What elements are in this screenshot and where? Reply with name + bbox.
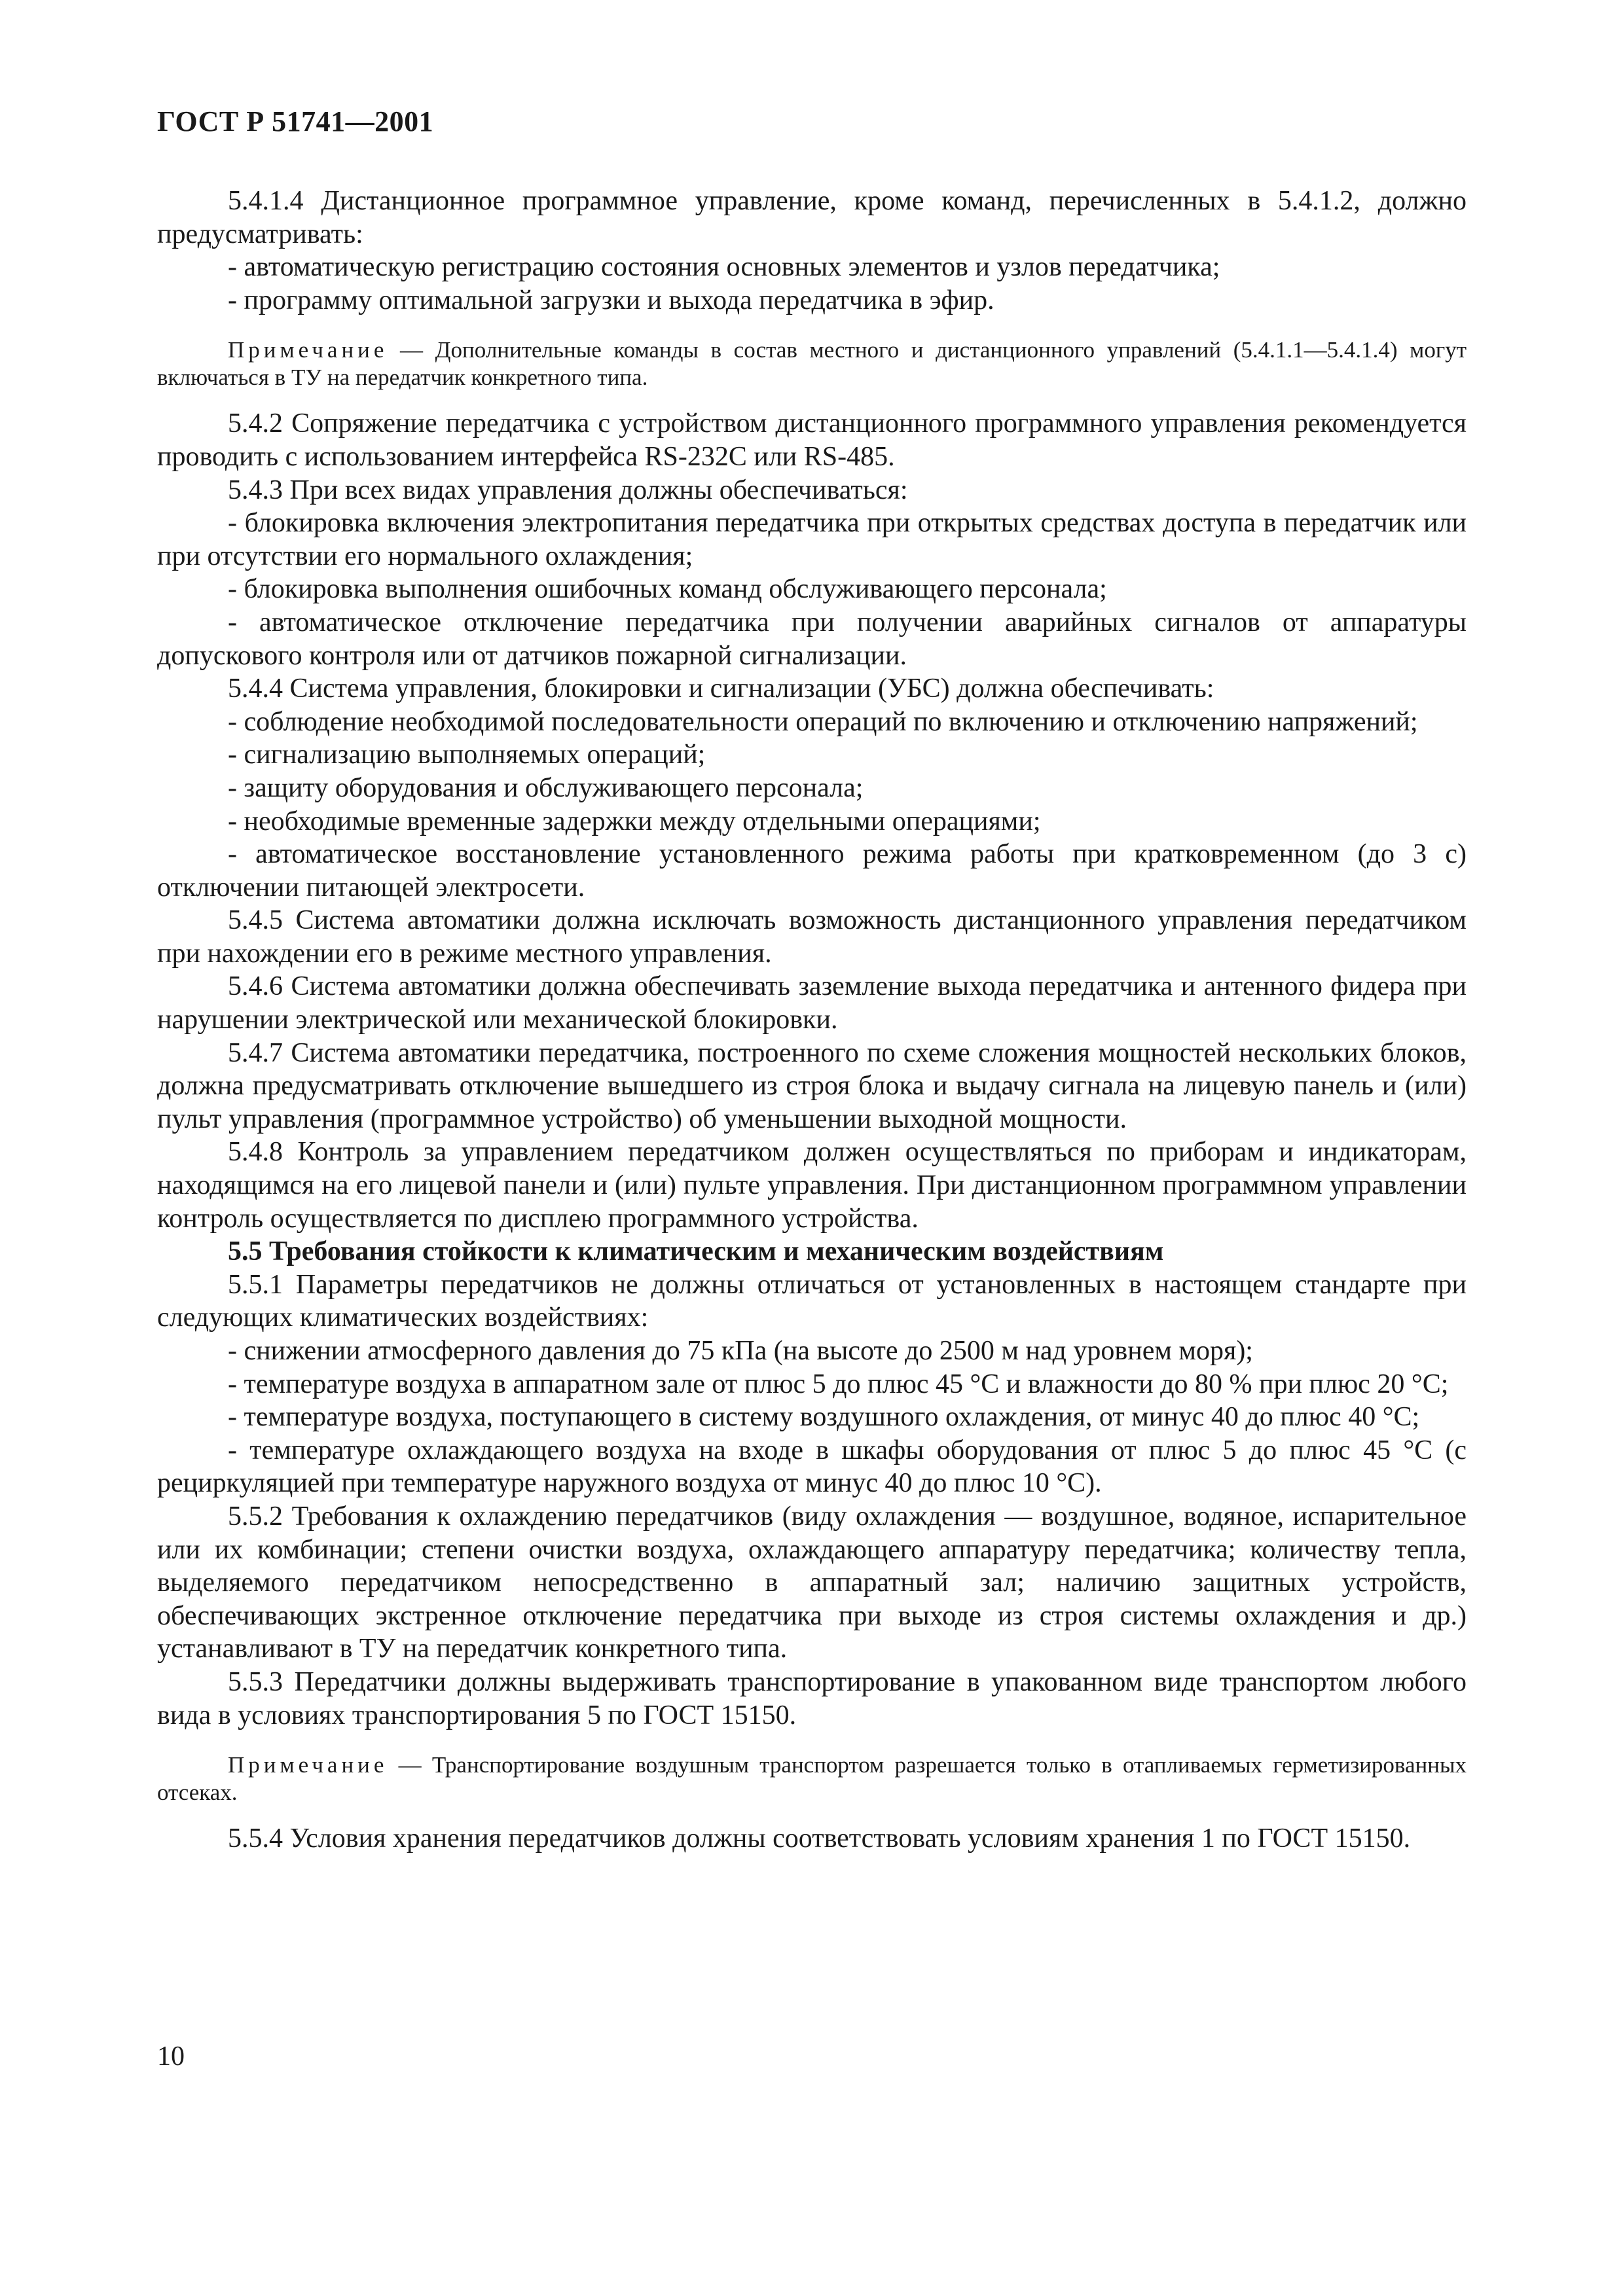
- list-item: - программу оптимальной загрузки и выхода передатчика в эфир.: [228, 285, 994, 315]
- list-item: - защиту оборудования и обслуживающего персонала;: [228, 772, 864, 803]
- paragraph-5-5-1: 5.5.1 Параметры передатчиков не должны отличаться от установленных в настоящем стандарте при следующих климатических воздействиях:: [157, 1269, 1467, 1333]
- paragraph-5-4-3: 5.4.3 При всех видах управления должны обеспечиваться:: [228, 475, 908, 505]
- note-2: [157, 1751, 1467, 1806]
- document-body: [157, 185, 1467, 1856]
- paragraph-5-4-4: 5.4.4 Система управления, блокировки и сигнализации (УБС) должна обеспечивать:: [228, 673, 1214, 704]
- paragraph-5-5-4: 5.5.4 Условия хранения передатчиков должны соответствовать условиям хранения 1 по ГОСТ 15150.: [228, 1823, 1411, 1854]
- paragraph-5-4-6: 5.4.6 Система автоматики должна обеспечивать заземление выхода передатчика и антенного фидера при нарушении электрической или механической блокировки.: [157, 971, 1467, 1035]
- paragraph-5-4-5: 5.4.5 Система автоматики должна исключать возможность дистанционного управления передатчиком при нахождении его в режиме местного управления.: [157, 905, 1467, 969]
- list-item: - автоматическую регистрацию состояния основных элементов и узлов передатчика;: [228, 252, 1220, 283]
- document-code-header: ГОСТ Р 51741—2001: [157, 105, 434, 137]
- list-item: - необходимые временные задержки между отдельными операциями;: [228, 806, 1041, 836]
- list-item: - блокировка включения электропитания передатчика при открытых средствах доступа в передатчик или при отсутствии его нормального охлаждения;: [157, 508, 1467, 571]
- paragraph-5-5-3: 5.5.3 Передатчики должны выдерживать транспортирование в упакованном виде транспортом любого вида в условиях транспортирования 5 по ГОСТ 15150.: [157, 1666, 1467, 1731]
- paragraph-5-5-2: 5.5.2 Требования к охлаждению передатчиков (виду охлаждения — воздушное, водяное, испарительное или их комбинации; степени очистки воздуха, охлаждающего аппаратуру передатчика; количеству тепла, выделяемого передатчиком непосредственно в аппаратный зал; наличию защитных устройств, обеспечивающих экстренное отключение передатчика при выходе из строя системы охлаждения и др.) устанавливают в ТУ на передатчик конкретного типа.: [157, 1501, 1467, 1664]
- note-1: [157, 336, 1467, 391]
- list-item: - снижении атмосферного давления до 75 кПа (на высоте до 2500 м над уровнем моря);: [228, 1336, 1253, 1366]
- page-number: 10: [157, 2041, 185, 2072]
- list-item: - автоматическое отключение передатчика при получении аварийных сигналов от аппаратуры допускового контроля или от датчиков пожарной сигнализации.: [157, 607, 1467, 671]
- list-item: - температуре охлаждающего воздуха на входе в шкафы оборудования от плюс 5 до плюс 45 °С (с рециркуляцией при температуре наружного воздуха от минус 40 до плюс 10 °С).: [157, 1435, 1467, 1499]
- list-item: - блокировка выполнения ошибочных команд обслуживающего персонала;: [228, 574, 1107, 605]
- list-item: - сигнализацию выполняемых операций;: [228, 740, 706, 770]
- paragraph-5-4-2: 5.4.2 Сопряжение передатчика с устройством дистанционного программного управления рекомендуется проводить с использованием интерфейса RS-232C или RS-485.: [157, 408, 1467, 472]
- paragraph-5-4-1-4: 5.4.1.4 Дистанционное программное управление, кроме команд, перечисленных в 5.4.1.2, должно предусматривать:: [157, 186, 1467, 249]
- list-item: - автоматическое восстановление установленного режима работы при кратковременном (до 3 с) отключении питающей электросети.: [157, 839, 1467, 903]
- paragraph-5-4-7: 5.4.7 Система автоматики передатчика, построенного по схеме сложения мощностей нескольких блоков, должна предусматривать отключение вышедшего из строя блока и выдачу сигнала на лицевую панель и (или) пульт управления (программное устройство) об уменьшении выходной мощности.: [157, 1037, 1467, 1134]
- paragraph-5-4-8: 5.4.8 Контроль за управлением передатчиком должен осуществляться по приборам и индикаторам, находящимся на его лицевой панели и (или) пульте управления. При дистанционном программном управлении контроль осуществляется по дисплею программного устройства.: [157, 1137, 1467, 1234]
- section-heading-5-5: 5.5 Требования стойкости к климатическим и механическим воздействиям: [228, 1236, 1164, 1267]
- list-item: - соблюдение необходимой последовательности операций по включению и отключению напряжений;: [228, 706, 1418, 737]
- note-label: Примечание: [228, 337, 388, 363]
- list-item: - температуре воздуха в аппаратном зале от плюс 5 до плюс 45 °С и влажности до 80 % при плюс 20 °С;: [228, 1369, 1449, 1399]
- list-item: - температуре воздуха, поступающего в систему воздушного охлаждения, от минус 40 до плюс 40 °С;: [228, 1402, 1420, 1433]
- note-text: — Дополнительные команды в состав местного и дистанционного управлений (5.4.1.1—5.4.1.4) могут включаться в ТУ на передатчик конкретного типа.: [157, 337, 1467, 391]
- document-page: [157, 0, 1467, 2296]
- note-label: Примечание: [228, 1752, 388, 1778]
- note-text: — Транспортирование воздушным транспортом разрешается только в отапливаемых герметизированных отсеках.: [157, 1752, 1467, 1806]
